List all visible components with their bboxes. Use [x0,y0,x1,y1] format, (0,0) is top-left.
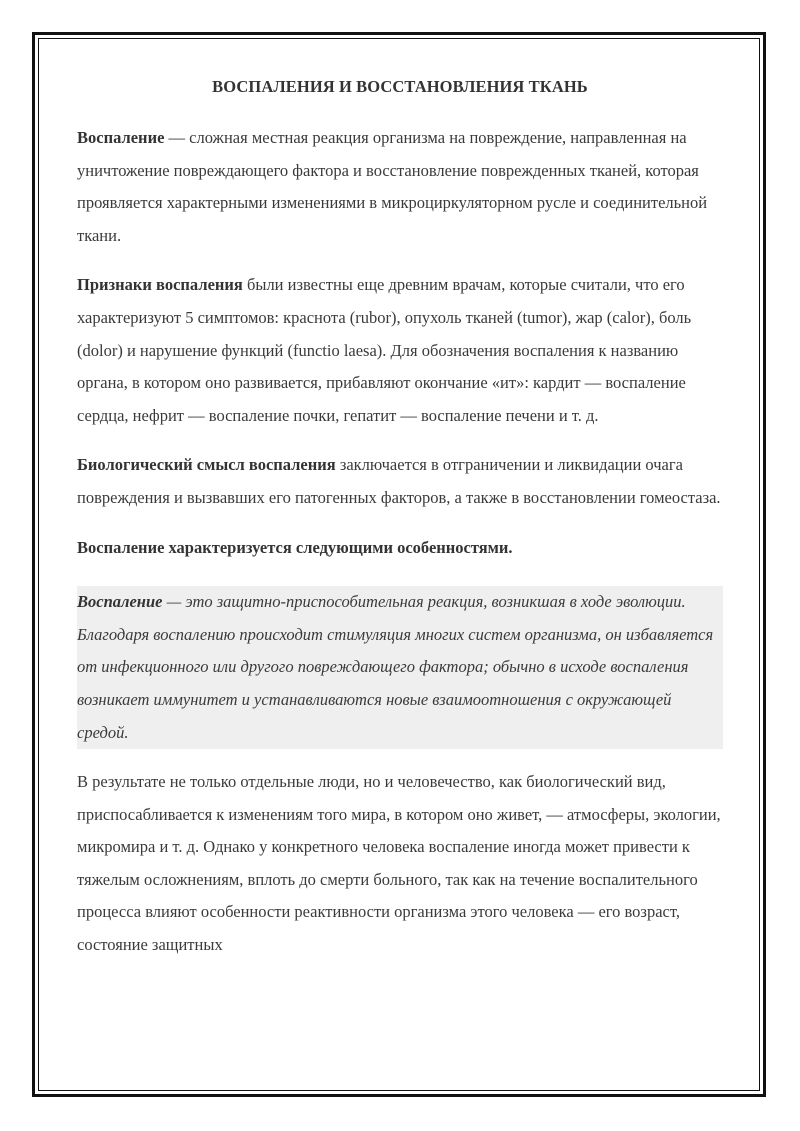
paragraph-definition [77,122,723,252]
paragraph-text: заключается в отграничении и ликвидации очага повреждения и вызвавших его патогенных факторов, а также в восстановлении гомеостаза. [77,455,721,507]
paragraph-text: были известны еще древним врачам, которые считали, что его характеризуют 5 симптомов: краснота (rubor), опухоль тканей (tumor), жар (calor), боль (dolor) и нарушение функций (functio laesa). Для обозначения воспаления к названию органа, в котором оно развивается, прибавляют окончание «ит»: кардит — воспаление сердца, нефрит — воспаление почки, гепатит — воспаление печени и т. д. [77,275,692,425]
section-heading: Воспаление характеризуется следующими особенностями. [77,537,513,557]
highlighted-quote [77,586,723,749]
term-inflammation: Воспаление [77,128,165,147]
term-biological-meaning: Биологический смысл воспаления [77,455,336,475]
paragraph-consequences: В результате не только отдельные люди, но и человечество, как биологический вид, приспосабливается к изменениям того мира, в котором оно живет, — атмосферы, экологии, микромира и т. д. Однако у конкретного человека воспаление иногда может привести к тяжелым осложнениям, вплоть до смерти больного, так как на течение воспалительного процесса влияют особенности реактивности организма этого человека — его возраст, состояние защитных [77,772,721,955]
paragraph-signs [77,269,723,432]
term-signs: Признаки воспаления [77,275,243,295]
paragraph-biological-meaning [77,449,723,514]
quote-text: — это защитно-приспособительная реакция, возникшая в ходе эволюции. Благодаря воспалению происходит стимуляция многих систем организма, он избавляется от инфекционного или другого повреждающего фактора; обычно в исходе воспаления возникает иммунитет и устанавливаются новые взаимоотношения с окружающей средой. [77,592,714,742]
document-title: ВОСПАЛЕНИЯ И ВОССТАНОВЛЕНИЯ ТКАНЬ [212,77,588,96]
paragraph-text: — сложная местная реакция организма на повреждение, направленная на уничтожение повреждающего фактора и восстановление поврежденных тканей, которая проявляется характерными изменениями в микроциркуляторном русле и соединительной ткани. [77,128,708,245]
document-body [77,74,723,979]
quote-term: Воспаление [77,592,163,612]
